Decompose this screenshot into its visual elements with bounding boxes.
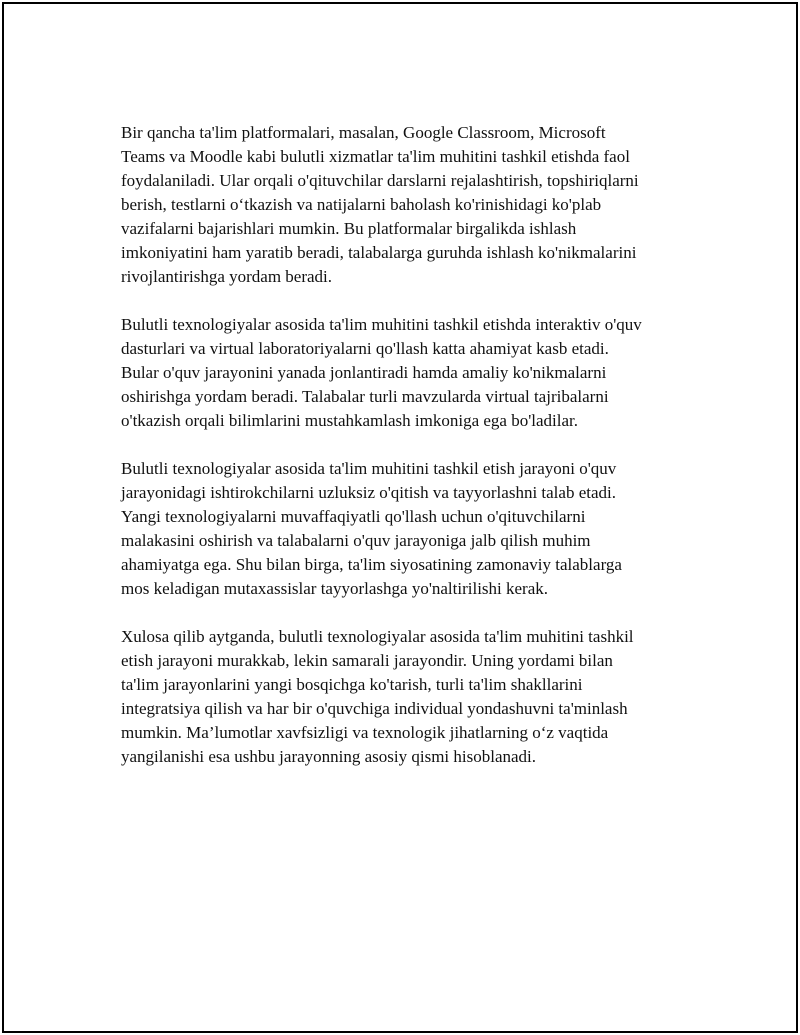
paragraph-3: Bulutli texnologiyalar asosida ta'lim muhitini tashkil etish jarayoni o'quv jarayonidagi ishtirokchilarni uzluksiz o'qitish va tayyorlashni talab etadi. Yangi texnologiyalarni muvaffaqiyatli qo'llash uchun o'qituvchilarni malakasini oshirish va talabalarni o'quv jarayoniga jalb qilish muhim ahamiyatga ega. Shu bilan birga, ta'lim siyosatining zamonaviy talablarga mos keladigan mutaxassislar tayyorlashga yo'naltirilishi kerak. (121, 459, 622, 598)
page-frame (2, 2, 798, 1033)
document-body (121, 121, 701, 793)
paragraph-2: Bulutli texnologiyalar asosida ta'lim muhitini tashkil etishda interaktiv o'quv dasturlari va virtual laboratoriyalarni qo'llash katta ahamiyat kasb etadi. Bular o'quv jarayonini yanada jonlantiradi hamda amaliy ko'nikmalarni oshirishga yordam beradi. Talabalar turli mavzularda virtual tajribalarni o'tkazish orqali bilimlarini mustahkamlash imkoniga ega bo'ladilar. (121, 315, 642, 430)
paragraph-4: Xulosa qilib aytganda, bulutli texnologiyalar asosida ta'lim muhitini tashkil etish jarayoni murakkab, lekin samarali jarayondir. Uning yordami bilan ta'lim jarayonlarini yangi bosqichga ko'tarish, turli ta'lim shakllarini integratsiya qilish va har bir o'quvchiga individual yondashuvni ta'minlash mumkin. Ma’lumotlar xavfsizligi va texnologik jihatlarning o‘z vaqtida yangilanishi esa ushbu jarayonning asosiy qismi hisoblanadi. (121, 627, 634, 766)
paragraph-1: Bir qancha ta'lim platformalari, masalan, Google Classroom, Microsoft Teams va Moodle kabi bulutli xizmatlar ta'lim muhitini tashkil etishda faol foydalaniladi. Ular orqali o'qituvchilar darslarni rejalashtirish, topshiriqlarni berish, testlarni o‘tkazish va natijalarni baholash ko'rinishidagi ko'plab vazifalarni bajarishlari mumkin. Bu platformalar birgalikda ishlash imkoniyatini ham yaratib beradi, talabalarga guruhda ishlash ko'nikmalarini rivojlantirishga yordam beradi. (121, 123, 639, 286)
